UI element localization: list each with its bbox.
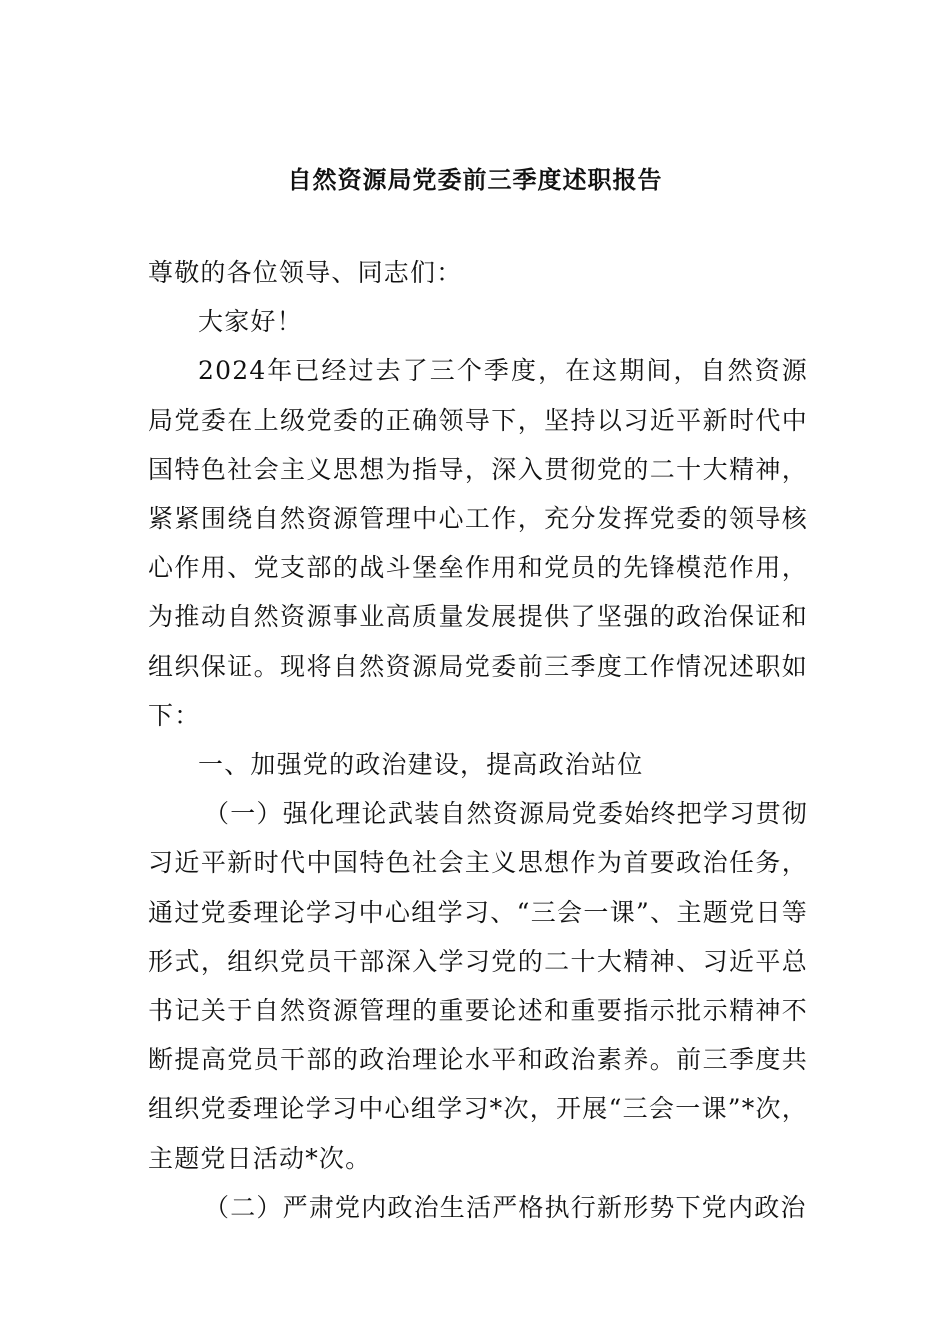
section-1-item-1: （一）强化理论武装自然资源局党委始终把学习贯彻习近平新时代中国特色社会主义思想作为首要政治任务，通过党委理论学习中心组学习、“三会一课”、主题党日等形式，组织党员干部深入学习党的二十大精神、习近平总书记关于自然资源管理的重要论述和重要指示批示精神不断提高党员干部的政治理论水平和政治素养。前三季度共组织党委理论学习中心组学习*次，开展“三会一课”*次，主题党日活动*次。: [148, 799, 808, 1173]
salutation: 尊敬的各位领导、同志们：: [148, 258, 463, 287]
intro-paragraph: 2024年已经过去了三个季度，在这期间，自然资源局党委在上级党委的正确领导下，坚持以习近平新时代中国特色社会主义思想为指导，深入贯彻党的二十大精神，紧紧围绕自然资源管理中心工作，充分发挥党委的领导核心作用、党支部的战斗堡垒作用和党员的先锋模范作用，为推动自然资源事业高质量发展提供了坚强的政治保证和组织保证。现将自然资源局党委前三季度工作情况述职如下：: [148, 356, 808, 730]
greeting: 大家好！: [198, 307, 303, 337]
document-body: [148, 248, 808, 1232]
document-title: 自然资源局党委前三季度述职报告: [287, 165, 663, 194]
section-1-item-2: （二）严肃党内政治生活严格执行新形势下党内政治: [204, 1192, 807, 1222]
section-heading-1: 一、加强党的政治建设，提高政治站位: [198, 750, 644, 780]
